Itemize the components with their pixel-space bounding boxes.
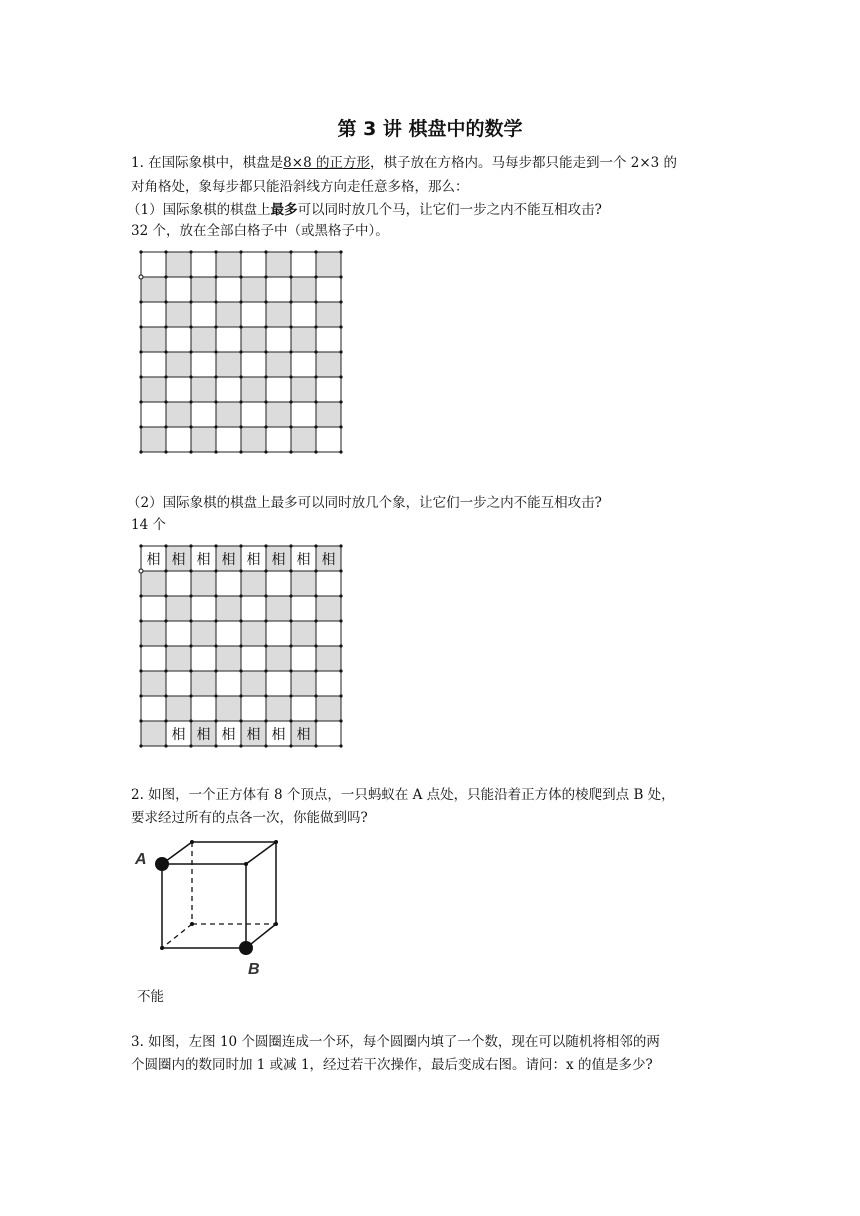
q1-sub1: （1）国际象棋的棋盘上最多可以同时放几个马，让它们一步之内不能互相攻击? bbox=[127, 202, 602, 218]
q2-answer: 不能 bbox=[137, 989, 164, 1005]
grid-corner-dot bbox=[214, 594, 217, 597]
bishop-piece: 相 bbox=[296, 552, 311, 568]
grid-corner-dot bbox=[164, 719, 167, 722]
grid-corner-dot bbox=[164, 744, 167, 747]
shaded-square bbox=[291, 671, 316, 696]
grid-corner-dot bbox=[339, 300, 342, 303]
grid-corner-dot bbox=[239, 594, 242, 597]
grid-corner-dot bbox=[164, 669, 167, 672]
grid-corner-dot bbox=[264, 275, 267, 278]
q1-line2: 对角格处，象每步都只能沿斜线方向走任意多格，那么： bbox=[131, 179, 469, 195]
grid-corner-dot bbox=[189, 400, 192, 403]
grid-corner-dot bbox=[239, 619, 242, 622]
shaded-square bbox=[316, 696, 341, 721]
grid-corner-dot bbox=[189, 594, 192, 597]
bishop-piece: 相 bbox=[246, 552, 261, 568]
cube-vertex bbox=[190, 840, 194, 844]
grid-corner-dot bbox=[239, 400, 242, 403]
shaded-square bbox=[291, 377, 316, 402]
grid-corner-dot bbox=[164, 375, 167, 378]
grid-corner-dot bbox=[139, 744, 142, 747]
shaded-square bbox=[191, 571, 216, 596]
grid-corner-dot bbox=[164, 350, 167, 353]
grid-corner-dot bbox=[264, 644, 267, 647]
grid-corner-dot bbox=[314, 669, 317, 672]
q3-line1: 3. 如图，左图 10 个圆圈连成一个环，每个圆圈内填了一个数，现在可以随机将相邻的两 bbox=[131, 1034, 660, 1050]
grid-corner-dot bbox=[289, 744, 292, 747]
q1-answer2: 14 个 bbox=[131, 517, 166, 533]
grid-corner-dot bbox=[339, 694, 342, 697]
shaded-square bbox=[291, 427, 316, 452]
bishop-piece: 相 bbox=[171, 727, 186, 743]
bishop-piece: 相 bbox=[221, 727, 236, 743]
shaded-square bbox=[216, 696, 241, 721]
grid-corner-dot bbox=[214, 694, 217, 697]
shaded-square bbox=[141, 277, 166, 302]
label-a: A bbox=[135, 851, 147, 868]
grid-corner-dot bbox=[339, 425, 342, 428]
grid-corner-dot bbox=[339, 669, 342, 672]
grid-corner-dot bbox=[189, 569, 192, 572]
bishop-piece: 相 bbox=[196, 727, 211, 743]
shaded-square bbox=[216, 302, 241, 327]
bishop-piece: 相 bbox=[271, 727, 286, 743]
grid-corner-dot bbox=[239, 450, 242, 453]
grid-corner-dot bbox=[139, 719, 142, 722]
grid-corner-dot bbox=[139, 350, 142, 353]
grid-corner-dot bbox=[289, 250, 292, 253]
shaded-square bbox=[241, 671, 266, 696]
grid-corner-dot bbox=[139, 300, 142, 303]
grid-corner-dot bbox=[289, 644, 292, 647]
grid-corner-dot bbox=[239, 719, 242, 722]
cube-vertex bbox=[190, 922, 194, 926]
shaded-square bbox=[216, 596, 241, 621]
grid-corner-dot bbox=[164, 644, 167, 647]
shaded-square bbox=[141, 571, 166, 596]
grid-corner-dot bbox=[214, 569, 217, 572]
shaded-square bbox=[316, 402, 341, 427]
grid-corner-dot bbox=[164, 544, 167, 547]
grid-corner-dot bbox=[264, 375, 267, 378]
shaded-square bbox=[241, 571, 266, 596]
grid-corner-dot bbox=[189, 694, 192, 697]
grid-corner-dot bbox=[139, 669, 142, 672]
grid-corner-dot bbox=[239, 694, 242, 697]
grid-corner-dot bbox=[239, 275, 242, 278]
q2-line2: 要求经过所有的点各一次，你能做到吗? bbox=[131, 810, 368, 826]
grid-corner-dot bbox=[139, 694, 142, 697]
grid-corner-dot bbox=[289, 275, 292, 278]
cube-diagram bbox=[130, 835, 290, 980]
grid-corner-dot bbox=[314, 544, 317, 547]
grid-corner-dot bbox=[239, 569, 242, 572]
grid-corner-dot bbox=[264, 719, 267, 722]
shaded-square bbox=[141, 671, 166, 696]
grid-corner-dot bbox=[339, 594, 342, 597]
grid-corner-dot bbox=[164, 594, 167, 597]
grid-corner-dot bbox=[339, 719, 342, 722]
grid-corner-dot bbox=[264, 569, 267, 572]
shaded-square bbox=[266, 302, 291, 327]
shaded-square bbox=[141, 721, 166, 746]
grid-corner-dot bbox=[289, 669, 292, 672]
grid-corner-dot bbox=[314, 450, 317, 453]
grid-corner-dot bbox=[164, 275, 167, 278]
grid-corner-dot bbox=[289, 300, 292, 303]
shaded-square bbox=[191, 671, 216, 696]
grid-corner-dot bbox=[339, 400, 342, 403]
grid-corner-dot bbox=[189, 744, 192, 747]
grid-corner-dot bbox=[139, 250, 142, 253]
grid-corner-dot bbox=[264, 300, 267, 303]
shaded-square bbox=[166, 596, 191, 621]
board-grid-group bbox=[139, 250, 343, 453]
grid-corner-dot bbox=[139, 594, 142, 597]
grid-corner-dot bbox=[239, 669, 242, 672]
shaded-square bbox=[166, 646, 191, 671]
shaded-square bbox=[141, 427, 166, 452]
grid-corner-dot bbox=[314, 594, 317, 597]
grid-corner-dot bbox=[164, 425, 167, 428]
shaded-square bbox=[316, 252, 341, 277]
shaded-square bbox=[166, 402, 191, 427]
grid-corner-dot bbox=[289, 719, 292, 722]
bishop-piece: 相 bbox=[321, 552, 336, 568]
grid-corner-dot bbox=[139, 619, 142, 622]
grid-corner-dot bbox=[264, 425, 267, 428]
chessboard-bishops bbox=[140, 545, 342, 747]
shaded-square bbox=[266, 596, 291, 621]
grid-corner-dot bbox=[189, 644, 192, 647]
shaded-square bbox=[241, 277, 266, 302]
grid-corner-dot bbox=[214, 619, 217, 622]
grid-corner-dot bbox=[164, 325, 167, 328]
bishop-piece: 相 bbox=[271, 552, 286, 568]
grid-corner-open bbox=[139, 569, 143, 573]
grid-corner-dot bbox=[239, 544, 242, 547]
grid-corner-dot bbox=[339, 744, 342, 747]
shaded-square bbox=[216, 646, 241, 671]
bishop-piece: 相 bbox=[296, 727, 311, 743]
vertex-a-dot bbox=[155, 857, 169, 871]
grid-corner-dot bbox=[289, 400, 292, 403]
grid-corner-dot bbox=[189, 325, 192, 328]
grid-corner-dot bbox=[214, 250, 217, 253]
page-title: 第 3 讲 棋盘中的数学 bbox=[337, 118, 523, 140]
grid-corner-dot bbox=[214, 300, 217, 303]
vertex-b-dot bbox=[239, 941, 253, 955]
grid-corner-dot bbox=[264, 544, 267, 547]
shaded-square bbox=[266, 252, 291, 277]
grid-corner-dot bbox=[289, 569, 292, 572]
grid-corner-dot bbox=[314, 275, 317, 278]
shaded-square bbox=[216, 402, 241, 427]
shaded-square bbox=[266, 352, 291, 377]
grid-corner-dot bbox=[314, 350, 317, 353]
shaded-square bbox=[241, 377, 266, 402]
q3-line2: 个圆圈内的数同时加 1 或减 1，经过若干次操作，最后变成右图。请问：x 的值是多少? bbox=[131, 1057, 653, 1073]
grid-corner-dot bbox=[314, 569, 317, 572]
shaded-square bbox=[291, 621, 316, 646]
grid-corner-dot bbox=[289, 425, 292, 428]
grid-corner-dot bbox=[339, 250, 342, 253]
grid-corner-dot bbox=[289, 350, 292, 353]
grid-corner-dot bbox=[139, 450, 142, 453]
grid-corner-dot bbox=[214, 644, 217, 647]
grid-corner-dot bbox=[164, 450, 167, 453]
grid-corner-dot bbox=[214, 275, 217, 278]
grid-corner-dot bbox=[264, 325, 267, 328]
grid-corner-dot bbox=[264, 619, 267, 622]
shaded-square bbox=[191, 621, 216, 646]
cube-vertex bbox=[274, 840, 278, 844]
grid-corner-dot bbox=[264, 744, 267, 747]
grid-corner-dot bbox=[164, 400, 167, 403]
grid-corner-dot bbox=[189, 350, 192, 353]
grid-corner-dot bbox=[139, 544, 142, 547]
grid-corner-dot bbox=[214, 669, 217, 672]
shaded-square bbox=[291, 277, 316, 302]
grid-corner-dot bbox=[264, 450, 267, 453]
grid-corner-dot bbox=[239, 325, 242, 328]
grid-corner-dot bbox=[339, 450, 342, 453]
grid-corner-dot bbox=[264, 250, 267, 253]
grid-corner-dot bbox=[239, 350, 242, 353]
grid-corner-dot bbox=[164, 569, 167, 572]
grid-corner-dot bbox=[164, 619, 167, 622]
grid-corner-dot bbox=[314, 619, 317, 622]
grid-corner-dot bbox=[239, 644, 242, 647]
shaded-square bbox=[141, 621, 166, 646]
grid-corner-dot bbox=[214, 544, 217, 547]
cube-edge bbox=[246, 842, 276, 864]
grid-corner-dot bbox=[189, 619, 192, 622]
shaded-square bbox=[241, 327, 266, 352]
grid-corner-dot bbox=[289, 544, 292, 547]
grid-corner-dot bbox=[289, 594, 292, 597]
shaded-square bbox=[266, 646, 291, 671]
grid-corner-dot bbox=[214, 375, 217, 378]
grid-corner-dot bbox=[239, 744, 242, 747]
shaded-square bbox=[266, 696, 291, 721]
grid-corner-dot bbox=[214, 325, 217, 328]
grid-corner-dot bbox=[189, 375, 192, 378]
shaded-square bbox=[266, 402, 291, 427]
q2-line1: 2. 如图，一个正方体有 8 个顶点，一只蚂蚁在 A 点处，只能沿着正方体的棱爬到点 B 处， bbox=[131, 787, 675, 803]
q1-line1: 1. 在国际象棋中，棋盘是8×8 的正方形，棋子放在方格内。马每步都只能走到一个 2×3 的 bbox=[131, 155, 678, 171]
shaded-square bbox=[291, 571, 316, 596]
shaded-square bbox=[316, 596, 341, 621]
shaded-square bbox=[241, 427, 266, 452]
grid-corner-dot bbox=[214, 350, 217, 353]
cube-vertex bbox=[160, 946, 164, 950]
grid-corner-dot bbox=[314, 325, 317, 328]
shaded-square bbox=[166, 302, 191, 327]
bishop-piece: 相 bbox=[171, 552, 186, 568]
grid-corner-dot bbox=[214, 425, 217, 428]
shaded-square bbox=[191, 327, 216, 352]
grid-corner-dot bbox=[264, 400, 267, 403]
grid-corner-dot bbox=[339, 375, 342, 378]
grid-corner-dot bbox=[139, 425, 142, 428]
grid-corner-dot bbox=[139, 400, 142, 403]
grid-corner-dot bbox=[189, 425, 192, 428]
grid-corner-dot bbox=[339, 325, 342, 328]
bishop-piece: 相 bbox=[246, 727, 261, 743]
grid-corner-dot bbox=[289, 325, 292, 328]
grid-corner-dot bbox=[214, 744, 217, 747]
shaded-square bbox=[316, 646, 341, 671]
grid-corner-dot bbox=[239, 425, 242, 428]
shaded-square bbox=[291, 327, 316, 352]
cube-vertex bbox=[274, 922, 278, 926]
chessboard-knights bbox=[140, 251, 342, 453]
shaded-square bbox=[166, 696, 191, 721]
grid-corner-dot bbox=[314, 694, 317, 697]
grid-corner-dot bbox=[314, 400, 317, 403]
grid-corner-dot bbox=[164, 694, 167, 697]
grid-corner-dot bbox=[164, 250, 167, 253]
cube-hidden-edge bbox=[162, 924, 192, 948]
grid-corner-dot bbox=[239, 375, 242, 378]
q1-sub2: （2）国际象棋的棋盘上最多可以同时放几个象，让它们一步之内不能互相攻击? bbox=[127, 495, 602, 511]
grid-corner-dot bbox=[339, 350, 342, 353]
shaded-square bbox=[141, 377, 166, 402]
shaded-square bbox=[316, 352, 341, 377]
grid-corner-dot bbox=[339, 644, 342, 647]
shaded-square bbox=[191, 427, 216, 452]
shaded-square bbox=[191, 377, 216, 402]
label-b: B bbox=[248, 961, 260, 978]
grid-corner-dot bbox=[239, 300, 242, 303]
grid-corner-dot bbox=[189, 450, 192, 453]
board-grid-group bbox=[139, 544, 343, 747]
shaded-square bbox=[166, 252, 191, 277]
grid-corner-dot bbox=[339, 619, 342, 622]
grid-corner-dot bbox=[289, 694, 292, 697]
shaded-square bbox=[241, 621, 266, 646]
shaded-square bbox=[191, 277, 216, 302]
grid-corner-dot bbox=[314, 425, 317, 428]
grid-corner-dot bbox=[189, 544, 192, 547]
grid-corner-dot bbox=[314, 250, 317, 253]
grid-corner-dot bbox=[264, 669, 267, 672]
shaded-square bbox=[141, 327, 166, 352]
grid-corner-dot bbox=[339, 569, 342, 572]
shaded-square bbox=[216, 252, 241, 277]
grid-corner-dot bbox=[264, 350, 267, 353]
grid-corner-dot bbox=[264, 594, 267, 597]
grid-corner-dot bbox=[289, 619, 292, 622]
grid-corner-open bbox=[139, 275, 143, 279]
q1-answer1: 32 个，放在全部白格子中（或黑格子中）。 bbox=[131, 223, 389, 239]
grid-corner-dot bbox=[189, 250, 192, 253]
board-size-underlined: 8×8 的正方形 bbox=[283, 155, 370, 171]
grid-corner-dot bbox=[189, 719, 192, 722]
shaded-square bbox=[316, 302, 341, 327]
grid-corner-dot bbox=[314, 719, 317, 722]
grid-corner-dot bbox=[189, 300, 192, 303]
grid-corner-dot bbox=[189, 275, 192, 278]
bishop-piece: 相 bbox=[146, 552, 161, 568]
grid-corner-dot bbox=[214, 400, 217, 403]
grid-corner-dot bbox=[289, 375, 292, 378]
grid-corner-dot bbox=[214, 450, 217, 453]
grid-corner-dot bbox=[214, 719, 217, 722]
grid-corner-dot bbox=[139, 375, 142, 378]
grid-corner-dot bbox=[339, 275, 342, 278]
shaded-square bbox=[216, 352, 241, 377]
grid-corner-dot bbox=[314, 300, 317, 303]
grid-corner-dot bbox=[339, 544, 342, 547]
grid-corner-dot bbox=[239, 250, 242, 253]
grid-corner-dot bbox=[314, 744, 317, 747]
bishop-piece: 相 bbox=[221, 552, 236, 568]
grid-corner-dot bbox=[264, 694, 267, 697]
grid-corner-dot bbox=[164, 300, 167, 303]
bishop-piece: 相 bbox=[196, 552, 211, 568]
grid-corner-dot bbox=[139, 325, 142, 328]
grid-corner-dot bbox=[189, 669, 192, 672]
shaded-square bbox=[166, 352, 191, 377]
grid-corner-dot bbox=[289, 450, 292, 453]
grid-corner-dot bbox=[314, 375, 317, 378]
grid-corner-dot bbox=[314, 644, 317, 647]
grid-corner-dot bbox=[139, 644, 142, 647]
cube-vertex bbox=[244, 862, 248, 866]
